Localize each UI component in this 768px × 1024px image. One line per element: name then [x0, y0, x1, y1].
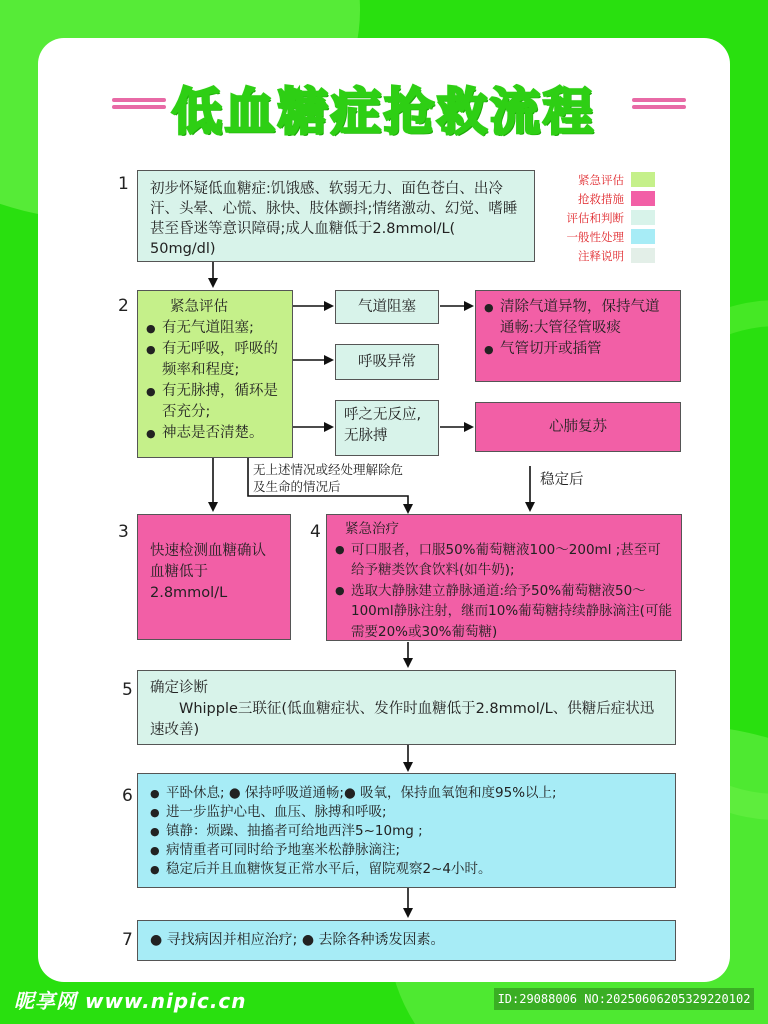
unresponsive-text: 呼之无反应,无脉搏 — [344, 407, 422, 444]
cpr-text: 心肺复苏 — [549, 418, 607, 435]
step-5-box — [137, 670, 676, 745]
list-item: ● 有无呼吸，呼吸的频率和程度; — [146, 339, 284, 381]
step-4-heading: 紧急治疗 — [345, 521, 399, 537]
step-7-text: ● 寻找病因并相应治疗; ● 去除各种诱发因素。 — [150, 932, 445, 948]
step-2-heading: 紧急评估 — [170, 299, 228, 315]
legend-label: 注释说明 — [578, 248, 624, 263]
list-item: ● 镇静：烦躁、抽搐者可给地西泮5~10mg ; — [150, 822, 663, 841]
step-3-text: 快速检测血糖确认血糖低于2.8mmol/L — [150, 543, 266, 601]
airway-action-list — [484, 297, 672, 360]
list-item: ● 病情重者可同时给予地塞米松静脉滴注; — [150, 841, 663, 860]
list-item: ● 平卧休息; ● 保持呼吸道通畅;● 吸氧，保持血氧饱和度95%以上; — [150, 784, 663, 803]
note-no-condition: 无上述情况或经处理解除危及生命的情况后 — [253, 462, 404, 494]
breathing-abnormal-text: 呼吸异常 — [358, 353, 416, 370]
unresponsive-box — [335, 400, 439, 456]
list-item: ● 气管切开或插管 — [484, 339, 672, 360]
list-item: ● 神志是否清楚。 — [146, 423, 284, 444]
legend-label: 抢救措施 — [578, 191, 624, 206]
airway-obstruction-text: 气道阻塞 — [358, 298, 416, 315]
list-item: ● 选取大静脉建立静脉通道:给予50%葡萄糖液50～100ml静脉注射，继而10%葡萄糖持续静脉滴注(可能需要20%或30%葡萄糖) — [335, 581, 673, 643]
step-1-box — [137, 170, 535, 262]
step-number: 5 — [122, 680, 133, 700]
step-3-box — [137, 514, 291, 640]
step-2-box — [137, 290, 293, 458]
list-item: ● 稳定后并且血糖恢复正常水平后，留院观察2~4小时。 — [150, 860, 663, 879]
step-number: 4 — [310, 522, 321, 542]
note-stable: 稳定后 — [540, 472, 584, 488]
watermark-logo: 昵享网 www.nipic.cn — [14, 989, 247, 1013]
cpr-box — [475, 402, 681, 452]
step-6-box — [137, 773, 676, 888]
step-number: 7 — [122, 930, 133, 950]
list-item: ● 可口服者，口服50%葡萄糖液100～200ml ;甚至可给予糖类饮食饮料(如牛奶); — [335, 540, 673, 581]
step-7-box — [137, 920, 676, 961]
list-item: ● 有无脉搏，循环是否充分; — [146, 381, 284, 423]
airway-obstruction-box — [335, 290, 439, 324]
legend-label: 一般性处理 — [566, 229, 624, 244]
legend-label: 紧急评估 — [578, 172, 624, 187]
step-5-heading: 确定诊断 — [150, 680, 208, 696]
step-number: 1 — [118, 174, 129, 194]
legend-label: 评估和判断 — [566, 210, 624, 225]
step-4-list — [335, 540, 673, 643]
step-5-text: Whipple三联征(低血糖症状、发作时血糖低于2.8mmol/L、供糖后症状迅速改善) — [150, 701, 655, 738]
list-item: ● 清除气道异物，保持气道通畅:大管径管吸痰 — [484, 297, 672, 339]
list-item: ● 进一步监护心电、血压、脉搏和呼吸; — [150, 803, 663, 822]
list-item: ● 有无气道阻塞; — [146, 318, 284, 339]
step-2-list — [146, 318, 284, 444]
step-number: 2 — [118, 296, 129, 316]
airway-action-box — [475, 290, 681, 382]
breathing-abnormal-box — [335, 344, 439, 380]
step-6-list — [150, 784, 663, 879]
step-number: 3 — [118, 522, 129, 542]
step-4-box — [326, 514, 682, 641]
page-title: 低血糖症抢救流程 — [172, 83, 596, 141]
step-number: 6 — [122, 786, 133, 806]
step-1-text: 初步怀疑低血糖症:饥饿感、软弱无力、面色苍白、出冷汗、头晕、心慌、脉快、肢体颤抖;情绪激动、幻觉、嗜睡甚至昏迷等意识障碍;成人血糖低于2.8mmol/L( 50mg/dl) — [150, 181, 518, 257]
watermark-id: ID:29088006 NO:20250606205329220102 — [494, 988, 754, 1010]
